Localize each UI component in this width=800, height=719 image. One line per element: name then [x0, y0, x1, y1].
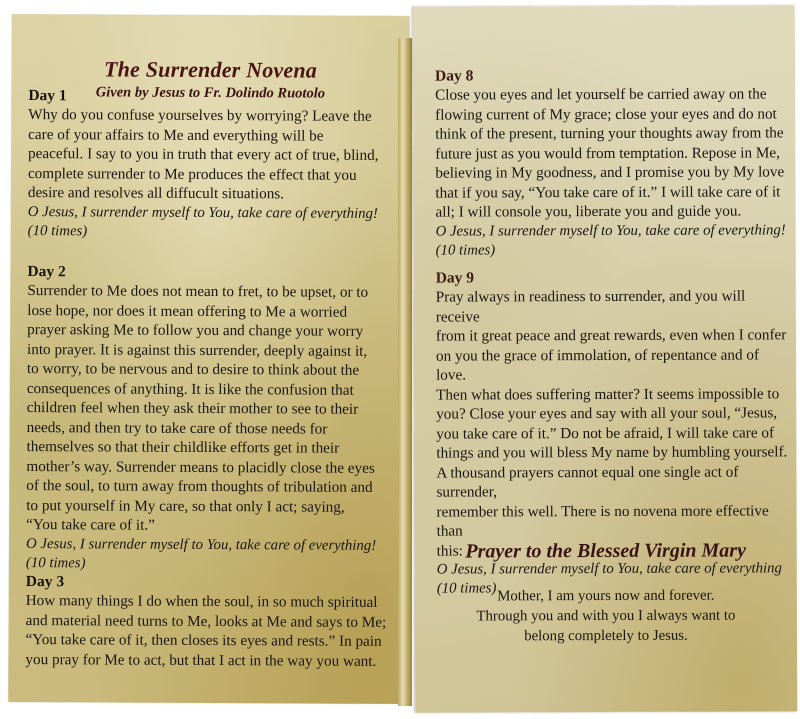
text-line: things and you will bless My name by humbling yourself.	[436, 443, 788, 462]
day-2-section	[26, 262, 399, 574]
day-1-section	[28, 86, 400, 242]
day-1-heading: Day 1	[28, 87, 67, 105]
text-line: you pray for Me to act, but that I act in the way you want.	[25, 650, 377, 670]
card-spine-edge	[398, 38, 412, 706]
text-line: desire and resolves all diffucult situations.	[27, 184, 285, 203]
mary-prayer-text	[415, 585, 797, 646]
text-line: of the soul, to turn away from thoughts of tribulation and	[26, 477, 373, 496]
text-line: this:	[436, 541, 463, 560]
text-line: A thousand prayers cannot equal one single act of surrender,	[436, 463, 739, 501]
day-9-prayer: O Jesus, I surrender myself to You, take care of everything	[436, 560, 782, 578]
day-8-heading: Day 8	[434, 67, 474, 85]
text-line: you take care of it.” Do not be afraid, I will take care of	[436, 423, 775, 443]
day-8-repeat-count: (10 times)	[435, 241, 496, 259]
day-9-repeat-count: (10 times)	[436, 580, 497, 597]
text-line: on you the grace of immolation, of repentance and of love.	[435, 345, 760, 384]
text-line: and material need turns to Me, looks at Me and says to Me;	[25, 611, 387, 631]
text-line: remember this well. There is no novena more effective than	[436, 501, 769, 540]
text-line: children feel when they ask their mother to see to their	[26, 399, 359, 418]
day-1-repeat-count: (10 times)	[27, 222, 88, 239]
day-3-section	[25, 572, 397, 671]
day-9-heading: Day 9	[435, 269, 475, 287]
text-line: peaceful. I say to you in truth that every act of true, blind,	[28, 145, 379, 164]
text-line: How many things I do when the soul, in so much spiritual	[25, 592, 378, 611]
text-line: complete surrender to Me produces the effect that you	[27, 164, 357, 184]
text-line: consequences of anything. It is like the confusion that	[26, 379, 354, 399]
text-line: care of your affairs to Me and everything will be	[28, 125, 324, 145]
text-line: believing in My goodness, and I promise you by My love	[435, 163, 785, 182]
text-line: think of the present, turning your thoughts away from the	[435, 124, 784, 143]
text-line: Then what does suffering matter? It seems impossible to	[436, 384, 780, 404]
day-9-text	[436, 286, 789, 560]
day-3-text	[25, 591, 396, 671]
day-8-text	[435, 84, 787, 222]
text-line: “You take care of it.”	[26, 516, 155, 534]
text-line: all; I will console you, liberate you and guide you.	[435, 202, 742, 221]
day-3-heading: Day 3	[25, 573, 65, 591]
text-line: that if you say, “You take care of it.” I will take care of it	[435, 182, 781, 202]
text-line: prayer asking Me to follow you and change your worry	[27, 321, 364, 340]
text-line: themselves so that their childlike efforts get in their	[26, 438, 340, 457]
text-line: Why do you confuse yourselves by worrying? Leave the	[28, 106, 372, 125]
day-2-prayer: O Jesus, I surrender myself to You, take care of everything!	[25, 535, 377, 554]
text-line: mother’s way. Surrender means to placidly close the eyes	[26, 457, 375, 477]
novena-card-left	[8, 14, 410, 704]
novena-card-right	[413, 5, 797, 712]
text-line: Mother, I am yours now and forever.	[497, 587, 715, 605]
day-1-text	[28, 105, 400, 204]
text-line: Through you and with you I always want to	[476, 607, 736, 625]
text-line: to worry, to be nervous and to desire to think about the	[26, 360, 360, 379]
text-line: Pray always in readiness to surrender, and you will receive	[435, 287, 746, 326]
novena-subtitle: Given by Jesus to Fr. Dolindo Ruotolo	[95, 84, 326, 102]
text-line: from it great peace and great rewards, even when I confer	[435, 326, 787, 345]
day-2-text	[26, 281, 398, 536]
text-line: future just as you would from temptation. Repose in Me,	[435, 143, 780, 163]
day-8-prayer: O Jesus, I surrender myself to You, take care of everything!	[435, 221, 786, 240]
text-line: needs, and then try to take care of those needs for	[26, 418, 328, 438]
text-line: into prayer. It is against this surrender, deeply against it,	[27, 340, 368, 360]
day-2-repeat-count: (10 times)	[25, 554, 86, 571]
text-line: Surrender to Me does not mean to fret, to be upset, or to	[27, 282, 369, 301]
text-line: Close you eyes and let yourself be carried away on the	[435, 85, 767, 104]
text-line: you? Close your eyes and say with all your soul, “Jesus,	[436, 404, 778, 423]
day-1-prayer: O Jesus, I surrender myself to You, take care of everything!	[27, 203, 378, 222]
text-line: lose hope, nor does it mean offering to Me a worried	[27, 301, 348, 321]
day-2-heading: Day 2	[27, 263, 66, 281]
novena-title: The Surrender Novena	[103, 56, 318, 83]
text-line: to put yourself in My care, so that only I act; saying,	[26, 496, 345, 516]
text-line: flowing current of My grace; close your eyes and do not	[435, 104, 777, 124]
text-line: “You take care of it, then closes its eyes and rests.” In pain	[25, 631, 382, 650]
mary-prayer-title: Prayer to the Blessed Virgin Mary	[465, 539, 746, 563]
text-line: belong completely to Jesus.	[524, 627, 688, 645]
day-8-section	[435, 65, 788, 260]
